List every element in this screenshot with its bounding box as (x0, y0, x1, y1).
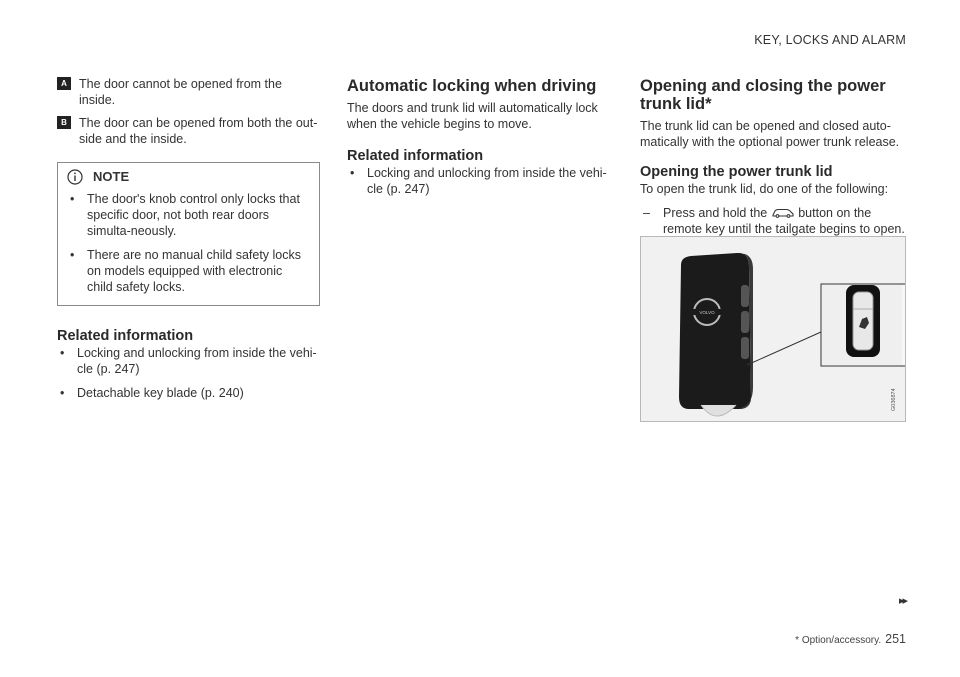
label-text-b: The door can be opened from both the out-side and the inside. (79, 116, 318, 146)
column-1 (57, 76, 320, 409)
body-text: The doors and trunk lid will automatically lock when the vehicle begins to move. (347, 101, 598, 131)
note-box (57, 162, 320, 306)
intro-text: To open the trunk lid, do one of the following: (640, 182, 889, 196)
label-badge-b: B (57, 116, 71, 129)
step-text-before: Press and hold the (663, 206, 768, 220)
list-item: • There are no manual child safety locks on models equipped with electronic child safety locks. (67, 247, 309, 295)
column-2 (347, 76, 609, 205)
list-item: • The door's knob control only locks that specific door, not both rear doors simulta-neously. (67, 191, 309, 239)
remote-key-figure (640, 236, 906, 422)
note-title: NOTE (93, 169, 130, 184)
body-text: The trunk lid can be opened and closed auto-matically with the optional power trunk release. (640, 119, 900, 149)
related-heading: Related information (57, 328, 194, 344)
label-item-a (57, 76, 320, 108)
label-badge-a: A (57, 77, 71, 90)
subsection-heading: Opening the power trunk lid (640, 164, 833, 180)
related-link[interactable]: • Detachable key blade (p. 240) (57, 385, 320, 401)
related-list (347, 165, 609, 197)
step-item (640, 205, 906, 237)
section-heading: Automatic locking when driving (347, 77, 597, 95)
label-item-b (57, 115, 320, 147)
figure-code: G036874 (891, 388, 897, 411)
footnote: * Option/accessory. (795, 635, 882, 646)
running-header: KEY, LOCKS AND ALARM (754, 33, 906, 47)
related-link[interactable]: • Locking and unlocking from inside the vehi-cle (p. 247) (347, 165, 609, 197)
continue-mark: ▸▸ (898, 595, 906, 607)
related-heading: Related information (347, 148, 484, 164)
related-link[interactable]: • Locking and unlocking from inside the vehi-cle (p. 247) (57, 345, 320, 377)
page-footer (795, 632, 906, 646)
tailgate-button-icon (772, 208, 794, 218)
label-text-a: The door cannot be opened from the inside. (79, 77, 282, 107)
related-list (57, 345, 320, 401)
step-text-after: button on the remote key until the tailgate begins to open. (663, 206, 905, 236)
section-heading: Opening and closing the power trunk lid* (640, 77, 886, 113)
note-list (67, 191, 309, 295)
info-icon (67, 169, 83, 185)
volvo-logo-text: VOLVO (699, 310, 715, 315)
note-header (67, 169, 309, 185)
remote-key-illustration (641, 237, 905, 421)
column-3 (640, 76, 906, 237)
page-number: 251 (885, 632, 906, 646)
